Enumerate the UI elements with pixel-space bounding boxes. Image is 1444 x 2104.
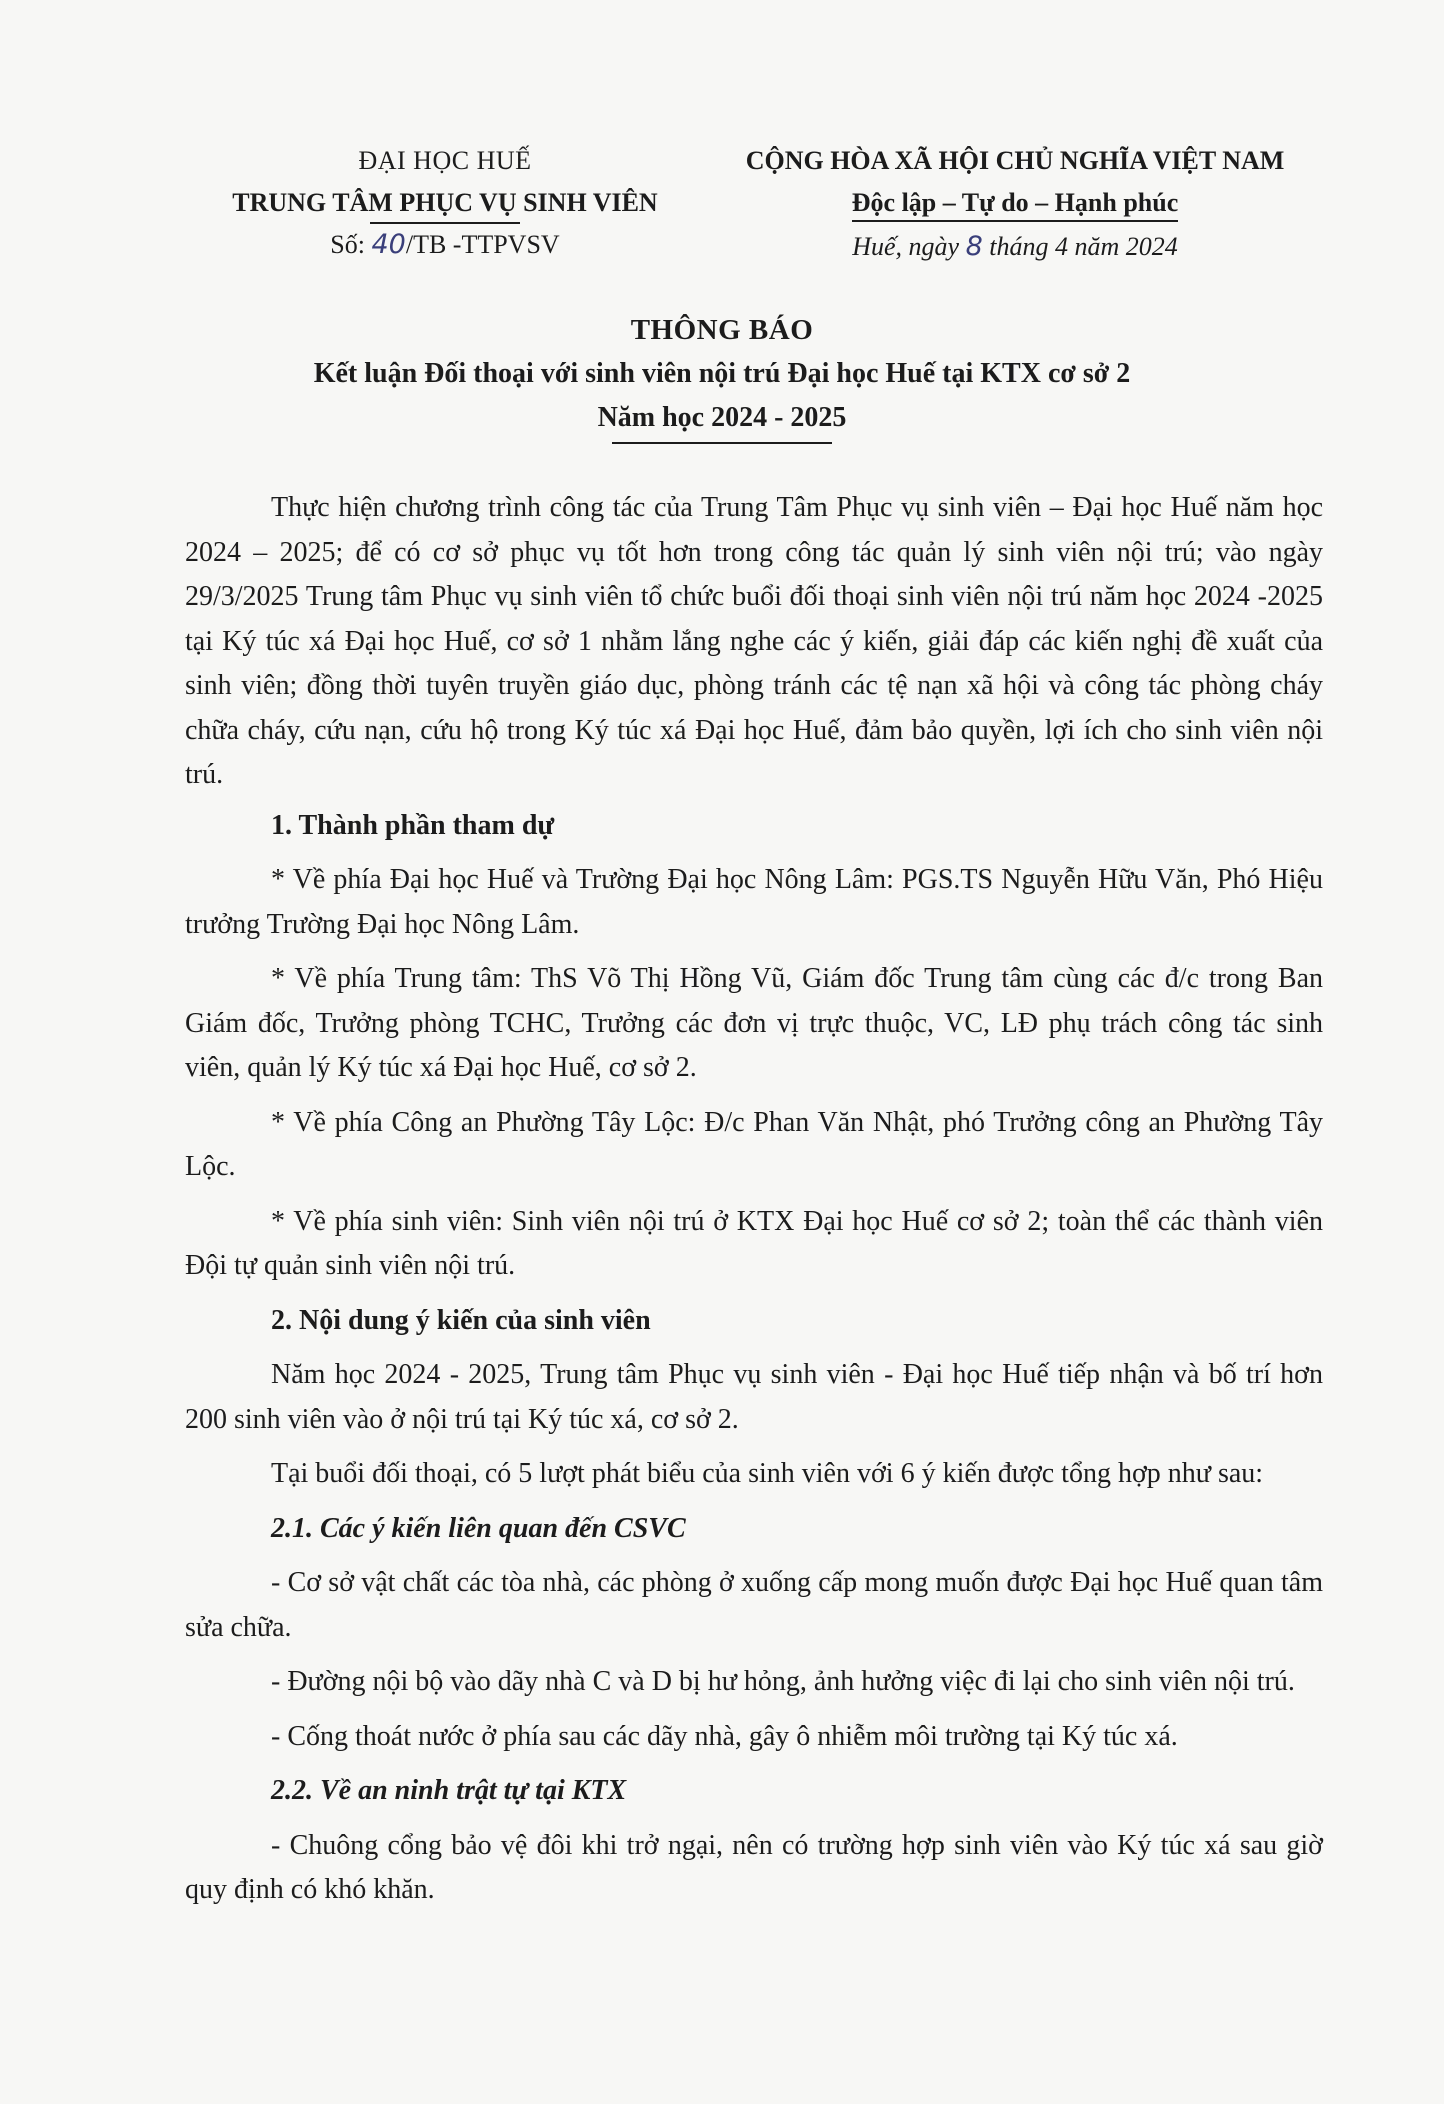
document-number-handwritten: 40 bbox=[371, 229, 406, 260]
section-2-1-heading: 2.1. Các ý kiến liên quan đến CSVC bbox=[271, 1512, 686, 1544]
document-number bbox=[190, 224, 700, 266]
document-title-block bbox=[150, 308, 1294, 444]
section-2-paragraph: Tại buổi đối thoại, có 5 lượt phát biểu của sinh viên với 6 ý kiến được tổng hợp như sau: bbox=[271, 1458, 1264, 1489]
document-body bbox=[185, 486, 1323, 1923]
date-suffix: tháng 4 năm 2024 bbox=[989, 232, 1178, 261]
document-year: Năm học 2024 - 2025 bbox=[597, 402, 847, 433]
facility-opinion: - Đường nội bộ vào dãy nhà C và D bị hư hỏng, ảnh hưởng việc đi lại cho sinh viên nội trú. bbox=[271, 1666, 1295, 1697]
document-subtitle: Kết luận Đối thoại với sinh viên nội trú Đại học Huế tại KTX cơ sở 2 bbox=[313, 358, 1131, 389]
facility-opinion: - Cơ sở vật chất các tòa nhà, các phòng ở xuống cấp mong muốn được Đại học Huế quan tâm sửa chữa. bbox=[185, 1567, 1323, 1643]
section-2-2-heading: 2.2. Về an ninh trật tự tại KTX bbox=[271, 1775, 627, 1806]
section-2-heading: 2. Nội dung ý kiến của sinh viên bbox=[271, 1304, 651, 1336]
date-prefix: Huế, ngày bbox=[852, 232, 960, 261]
intro-paragraph: Thực hiện chương trình công tác của Trung Tâm Phục vụ sinh viên – Đại học Huế năm học 2024 – 2025; để có cơ sở phục vụ tốt hơn trong công tác quản lý sinh viên nội trú; vào ngày 29/3/2025 Trung tâm Phục vụ sinh viên tổ chức buổi đối thoại sinh viên nội trú năm học 2024 -2025 tại Ký túc xá Đại học Huế, cơ sở 1 nhằm lắng nghe các ý kiến, giải đáp các kiến nghị đề xuất của sinh viên; đồng thời tuyên truyền giáo dục, phòng tránh các tệ nạn xã hội và công tác phòng cháy chữa cháy, cứu nạn, cứu hộ trong Ký túc xá Đại học Huế, đảm bảo quyền, lợi ích cho sinh viên nội trú. bbox=[185, 492, 1323, 790]
section-2-paragraph: Năm học 2024 - 2025, Trung tâm Phục vụ sinh viên - Đại học Huế tiếp nhận và bố trí hơn 200 sinh viên vào ở nội trú tại Ký túc xá, cơ sở 2. bbox=[185, 1359, 1323, 1435]
national-heading-block bbox=[700, 140, 1330, 268]
attendee-paragraph: * Về phía Công an Phường Tây Lộc: Đ/c Phan Văn Nhật, phó Trưởng công an Phường Tây Lộc. bbox=[185, 1106, 1323, 1182]
document-number-suffix: /TB -TTPVSV bbox=[405, 230, 560, 259]
security-opinion: - Chuông cổng bảo vệ đôi khi trở ngại, nên có trường hợp sinh viên vào Ký túc xá sau giờ quy định có khó khăn. bbox=[185, 1829, 1323, 1905]
section-1-heading: 1. Thành phần tham dự bbox=[271, 809, 555, 841]
attendee-paragraph: * Về phía sinh viên: Sinh viên nội trú ở KTX Đại học Huế cơ sở 2; toàn thể các thành viên Đội tự quản sinh viên nội trú. bbox=[185, 1205, 1323, 1281]
parent-organization: ĐẠI HỌC HUẾ bbox=[358, 146, 532, 175]
facility-opinion: - Cống thoát nước ở phía sau các dãy nhà, gây ô nhiễm môi trường tại Ký túc xá. bbox=[271, 1720, 1178, 1752]
country-name: CỘNG HÒA XÃ HỘI CHỦ NGHĨA VIỆT NAM bbox=[745, 146, 1285, 175]
date-day-handwritten: 8 bbox=[965, 231, 983, 262]
attendee-paragraph: * Về phía Trung tâm: ThS Võ Thị Hồng Vũ, Giám đốc Trung tâm cùng các đ/c trong Ban Giám đốc, Trưởng phòng TCHC, Trưởng các đơn vị trực thuộc, VC, LĐ phụ trách công tác sinh viên, quản lý Ký túc xá Đại học Huế, cơ sở 2. bbox=[185, 963, 1323, 1083]
document-number-prefix: Số: bbox=[330, 230, 365, 259]
issuing-agency-block bbox=[190, 140, 700, 266]
title-underline bbox=[612, 442, 832, 444]
document-title: THÔNG BÁO bbox=[630, 314, 814, 346]
attendee-paragraph: * Về phía Đại học Huế và Trường Đại học Nông Lâm: PGS.TS Nguyễn Hữu Văn, Phó Hiệu trưởng Trường Đại học Nông Lâm. bbox=[185, 864, 1323, 940]
document-date bbox=[700, 226, 1330, 268]
national-motto: Độc lập – Tự do – Hạnh phúc bbox=[852, 186, 1179, 222]
organization-name: TRUNG TÂM PHỤC VỤ SINH VIÊN bbox=[232, 188, 658, 217]
